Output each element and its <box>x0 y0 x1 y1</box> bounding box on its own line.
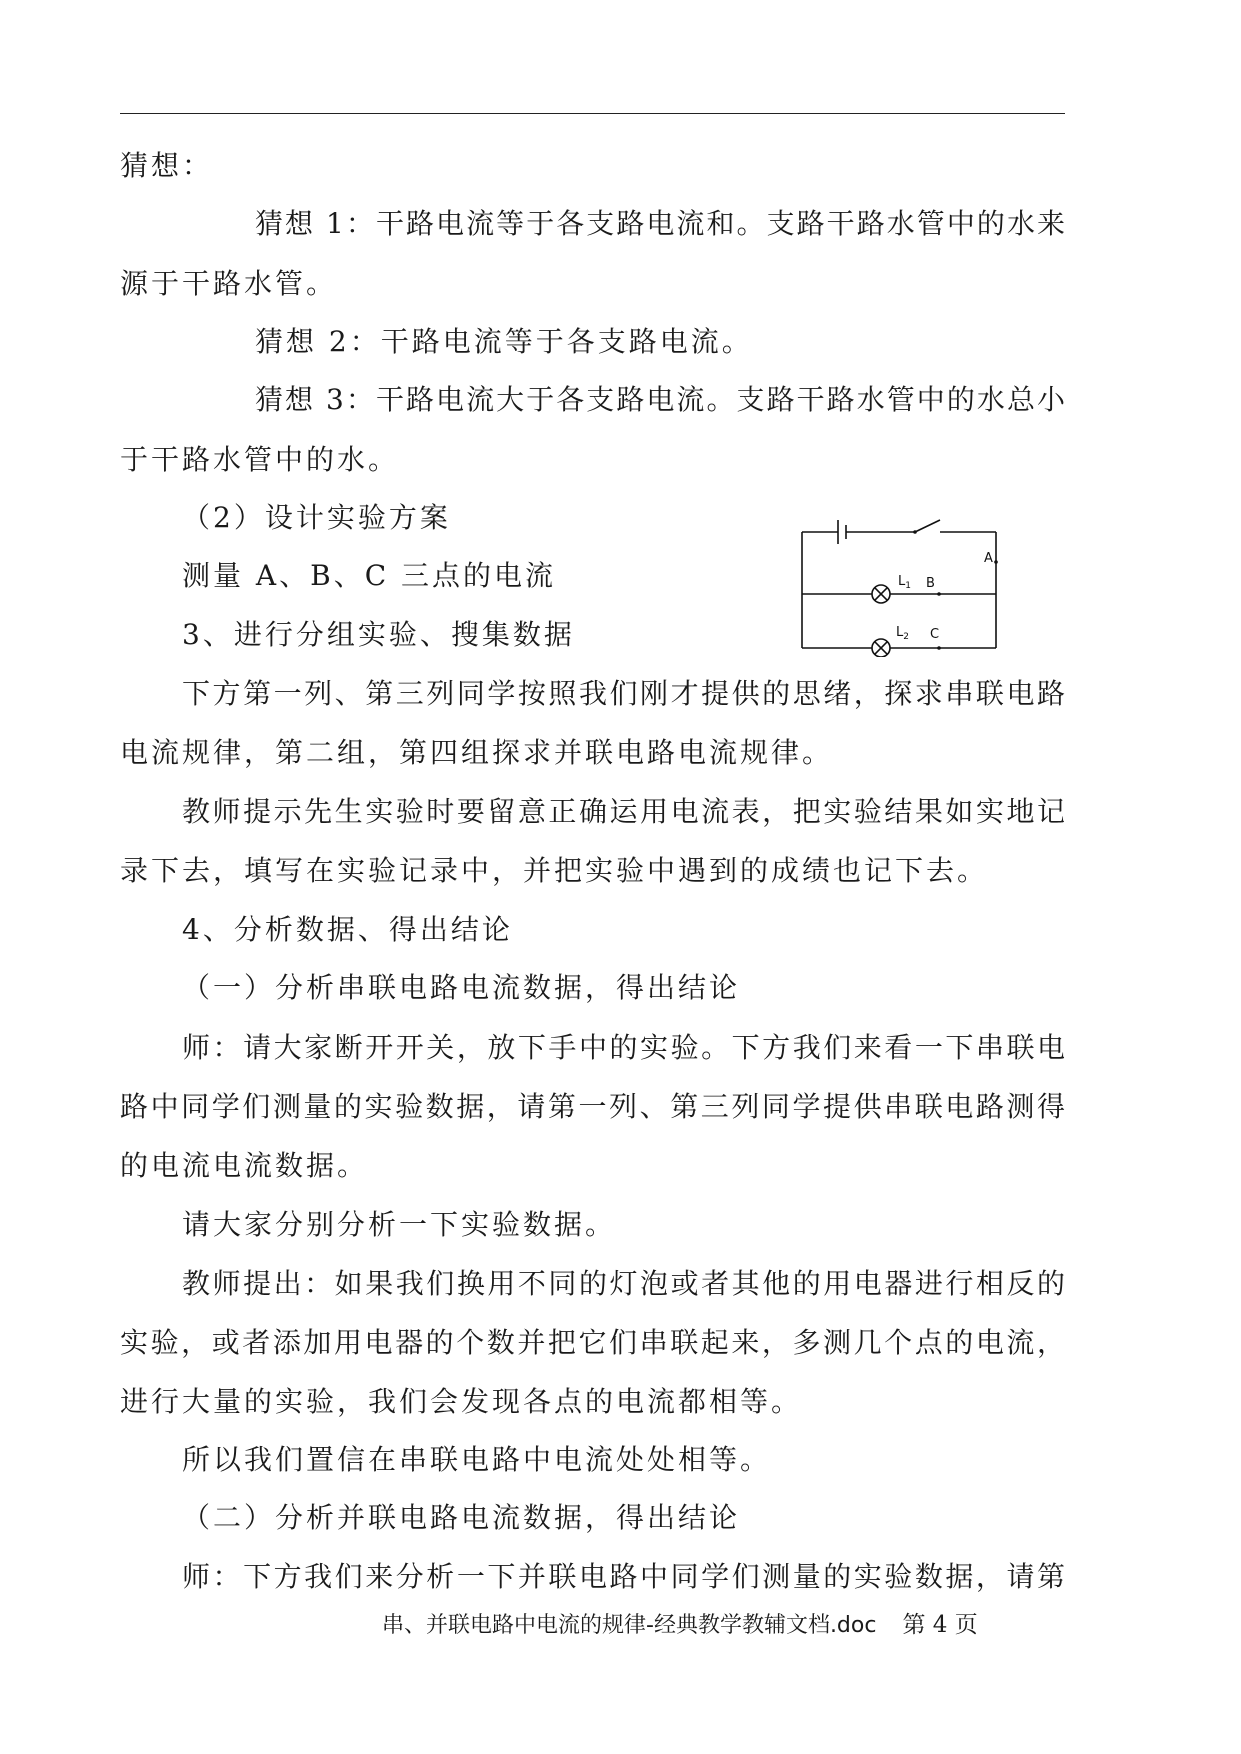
point-c-dot <box>937 646 941 650</box>
text-line-10: 下方第一列、第三列同学按照我们刚才提供的思绪，探求串联电路 <box>182 677 1065 710</box>
switch-contact-dot <box>913 530 917 534</box>
label-a: A <box>984 551 993 566</box>
text-line-25: 师：下方我们来分析一下并联电路中同学们测量的实验数据，请第 <box>182 1560 1065 1593</box>
text-line-17: 路中同学们测量的实验数据，请第一列、第三列同学提供串联电路测得 <box>120 1090 1065 1123</box>
text-line-2: 猜想 1：干路电流等于各支路电流和。支路干路水管中的水来 <box>255 207 1065 240</box>
label-l2: $L_2$ <box>896 625 909 642</box>
text-line-13: 录下去，填写在实验记录中，并把实验中遇到的成绩也记下去。 <box>120 854 989 887</box>
label-l1: $L_1$ <box>898 574 911 591</box>
text-line-8: 测量 A、B、C 三点的电流 <box>182 559 557 592</box>
text-line-15: （一）分析串联电路电流数据，得出结论 <box>182 971 741 1004</box>
text-line-14: 4、分析数据、得出结论 <box>182 913 513 946</box>
text-line-7: （2）设计实验方案 <box>182 501 451 534</box>
text-line-3: 源于干路水管。 <box>120 267 338 300</box>
text-line-5: 猜想 3：干路电流大于各支路电流。支路干路水管中的水总小 <box>255 383 1065 416</box>
point-a-dot <box>994 560 998 564</box>
text-line-11: 电流规律，第二组，第四组探求并联电路电流规律。 <box>120 736 834 769</box>
parallel-circuit-diagram <box>800 512 1020 657</box>
label-c: C <box>930 627 940 642</box>
text-line-12: 教师提示先生实验时要留意正确运用电流表，把实验结果如实地记 <box>182 795 1065 828</box>
label-b: B <box>926 576 935 591</box>
text-line-6: 于干路水管中的水。 <box>120 443 400 476</box>
header-rule <box>120 113 1065 114</box>
text-line-21: 实验，或者添加用电器的个数并把它们串联起来，多测几个点的电流， <box>120 1326 1065 1359</box>
text-line-4: 猜想 2：干路电流等于各支路电流。 <box>255 325 753 358</box>
footer-page-number: 第 4 页 <box>902 1612 978 1638</box>
text-line-19: 请大家分别分析一下实验数据。 <box>182 1208 617 1241</box>
text-line-20: 教师提出：如果我们换用不同的灯泡或者其他的用电器进行相反的 <box>182 1267 1065 1300</box>
text-line-16: 师：请大家断开开关，放下手中的实验。下方我们来看一下串联电 <box>182 1031 1065 1064</box>
text-line-22: 进行大量的实验，我们会发现各点的电流都相等。 <box>120 1385 803 1418</box>
text-line-1: 猜想： <box>120 149 214 182</box>
point-b-dot <box>937 592 941 596</box>
page-footer <box>382 1610 978 1641</box>
text-line-18: 的电流电流数据。 <box>120 1149 369 1182</box>
text-line-23: 所以我们置信在串联电路中电流处处相等。 <box>182 1443 772 1476</box>
text-line-9: 3、进行分组实验、搜集数据 <box>182 618 575 651</box>
footer-filename: 串、并联电路中电流的规律-经典教学教辅文档.doc <box>382 1613 877 1638</box>
text-line-24: （二）分析并联电路电流数据，得出结论 <box>182 1501 741 1534</box>
